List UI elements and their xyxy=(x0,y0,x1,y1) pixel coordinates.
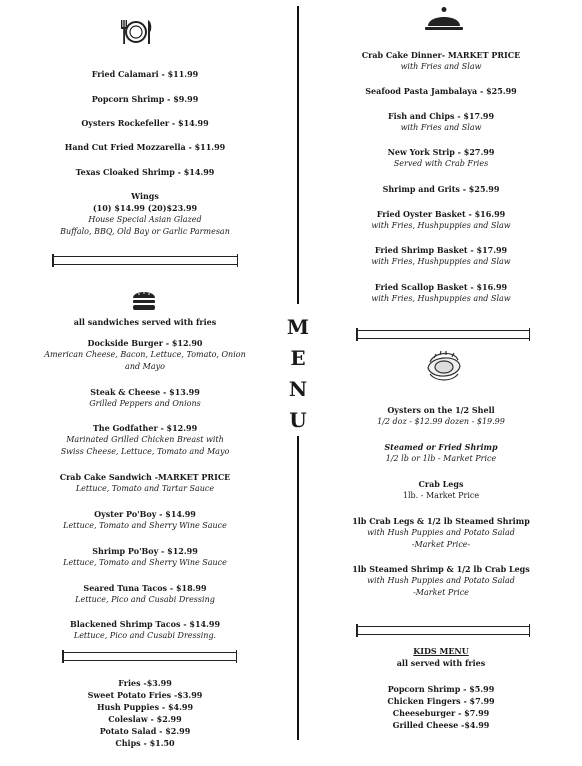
item-description: 1lb. - Market Price xyxy=(402,491,480,500)
item-name: Fried Calamari - $11.99 xyxy=(91,69,199,79)
side-item: Potato Salad - $2.99 xyxy=(99,726,191,736)
burger-icon xyxy=(131,288,157,312)
item-name: Steamed or Fried Shrimp xyxy=(384,442,498,452)
menu-item xyxy=(300,183,582,195)
menu-item xyxy=(0,386,290,410)
item-name: Blackened Shrimp Tacos - $14.99 xyxy=(69,619,221,629)
item-name: New York Strip - $27.99 xyxy=(387,147,495,157)
menu-title-letter: N xyxy=(288,377,308,401)
menu-item xyxy=(300,404,582,428)
item-name: Hand Cut Fried Mozzarella - $11.99 xyxy=(64,142,226,152)
menu-title-letter: E xyxy=(290,346,306,370)
item-description: with Hush Puppies and Potato Salad xyxy=(367,576,515,585)
item-description: Lettuce, Pico and Cusabi Dressing. xyxy=(73,631,217,640)
item-name: Fried Shrimp Basket - $17.99 xyxy=(374,245,508,255)
item-name: Seared Tuna Tacos - $18.99 xyxy=(83,583,207,593)
menu-item xyxy=(300,281,582,305)
fork-plate-knife-icon xyxy=(116,18,156,46)
menu-item xyxy=(0,582,290,606)
side-item: Coleslaw - $2.99 xyxy=(108,714,182,724)
wings-item xyxy=(0,190,290,238)
item-price: (10) $14.99 (20)$23.99 xyxy=(92,203,198,213)
item-description: Served with Crab Fries xyxy=(393,159,489,168)
item-name: Crab Cake Sandwich -MARKET PRICE xyxy=(59,472,231,482)
item-description: Lettuce, Pico and Cusabi Dressing xyxy=(75,595,215,604)
side-item: Fries -$3.99 xyxy=(118,678,172,688)
menu-item xyxy=(300,515,582,551)
menu-item xyxy=(300,49,582,73)
item-description: with Hush Puppies and Potato Salad xyxy=(367,528,515,537)
menu-item xyxy=(0,618,290,642)
item-name: Crab Cake Dinner- MARKET PRICE xyxy=(361,50,521,60)
section-divider xyxy=(356,330,530,339)
item-description: Lettuce, Tomato and Sherry Wine Sauce xyxy=(63,558,227,567)
item-name: Texas Cloaked Shrimp - $14.99 xyxy=(75,167,215,177)
item-name: 1lb Steamed Shrimp & 1/2 lb Crab Legs xyxy=(352,564,530,574)
menu-item xyxy=(0,68,290,80)
item-name: Fried Scallop Basket - $16.99 xyxy=(374,282,508,292)
item-name: Steak & Cheese - $13.99 xyxy=(90,387,200,397)
item-description: -Market Price xyxy=(413,588,469,597)
menu-title-letter: U xyxy=(289,408,307,432)
kids-menu-title: KIDS MENU xyxy=(413,646,469,656)
menu-item xyxy=(300,244,582,268)
item-description: with Fries, Hushpuppies and Slaw xyxy=(371,221,511,230)
cloche-icon xyxy=(424,6,464,32)
menu-item xyxy=(0,471,290,495)
item-name: Crab Legs xyxy=(418,479,464,489)
sandwich-note xyxy=(0,316,290,328)
item-description: with Fries and Slaw xyxy=(400,123,482,132)
menu-item xyxy=(300,85,582,97)
item-name: Oysters Rockefeller - $14.99 xyxy=(81,118,209,128)
kids-item: Grilled Cheese -$4.99 xyxy=(392,720,490,730)
item-name: Dockside Burger - $12.90 xyxy=(87,338,203,348)
center-divider-top xyxy=(297,6,299,304)
menu-title-letter: M xyxy=(286,315,310,339)
menu-item xyxy=(0,117,290,129)
kids-item: Cheeseburger - $7.99 xyxy=(392,708,490,718)
item-description: with Fries, Hushpuppies and Slaw xyxy=(371,257,511,266)
item-description: Lettuce, Tomato and Tartar Sauce xyxy=(75,484,215,493)
item-name: Wings xyxy=(131,191,159,201)
menu-item xyxy=(300,208,582,232)
item-description: and Mayo xyxy=(125,362,165,371)
side-item: Hush Puppies - $4.99 xyxy=(96,702,194,712)
item-description: House Special Asian Glazed xyxy=(88,215,202,224)
item-name: Oysters on the 1/2 Shell xyxy=(387,405,495,415)
kids-menu-note: all served with fries xyxy=(396,658,486,668)
item-description: 1/2 lb or 1lb - Market Price xyxy=(385,454,497,463)
menu-item xyxy=(0,422,290,458)
item-name: Fish and Chips - $17.99 xyxy=(387,111,495,121)
menu-item xyxy=(300,110,582,134)
kids-item: Popcorn Shrimp - $5.99 xyxy=(387,684,495,694)
menu-item xyxy=(300,441,582,465)
item-description: with Fries, Hushpuppies and Slaw xyxy=(371,294,511,303)
menu-item xyxy=(0,337,290,373)
section-divider xyxy=(52,256,238,265)
section-divider xyxy=(356,626,530,635)
item-description: Lettuce, Tomato and Sherry Wine Sauce xyxy=(63,521,227,530)
item-description: with Fries and Slaw xyxy=(400,62,482,71)
note-text: all sandwiches served with fries xyxy=(73,317,217,327)
menu-item xyxy=(0,508,290,532)
menu-item xyxy=(0,166,290,178)
center-divider-bottom xyxy=(297,436,299,740)
side-item: Sweet Potato Fries -$3.99 xyxy=(87,690,203,700)
item-description: Buffalo, BBQ, Old Bay or Garlic Parmesan xyxy=(60,227,230,236)
item-name: 1lb Crab Legs & 1/2 lb Steamed Shrimp xyxy=(352,516,530,526)
item-name: Shrimp and Grits - $25.99 xyxy=(382,184,500,194)
item-description: American Cheese, Bacon, Lettuce, Tomato, Onion xyxy=(44,350,246,359)
menu-item xyxy=(0,141,290,153)
side-item: Chips - $1.50 xyxy=(115,738,175,748)
kids-item: Chicken Fingers - $7.99 xyxy=(387,696,495,706)
item-name: Seafood Pasta Jambalaya - $25.99 xyxy=(365,86,517,96)
item-name: The Godfather - $12.99 xyxy=(92,423,198,433)
item-description: Grilled Peppers and Onions xyxy=(89,399,201,408)
menu-item xyxy=(300,478,582,502)
kids-menu xyxy=(300,645,582,669)
menu-item xyxy=(0,545,290,569)
item-name: Popcorn Shrimp - $9.99 xyxy=(91,94,199,104)
item-description: -Market Price- xyxy=(411,540,471,549)
oyster-icon xyxy=(424,346,464,386)
sides-list xyxy=(0,677,290,749)
item-description: 1/2 doz - $12.99 dozen - $19.99 xyxy=(377,417,505,426)
item-description: Swiss Cheese, Lettuce, Tomato and Mayo xyxy=(60,447,230,456)
menu-item xyxy=(0,93,290,105)
item-name: Shrimp Po'Boy - $12.99 xyxy=(92,546,198,556)
item-name: Fried Oyster Basket - $16.99 xyxy=(376,209,506,219)
menu-item xyxy=(300,146,582,170)
kids-items-list xyxy=(300,683,582,731)
item-description: Marinated Grilled Chicken Breast with xyxy=(66,435,224,444)
section-divider xyxy=(62,652,237,661)
menu-item xyxy=(300,563,582,599)
item-name: Oyster Po'Boy - $14.99 xyxy=(94,509,196,519)
